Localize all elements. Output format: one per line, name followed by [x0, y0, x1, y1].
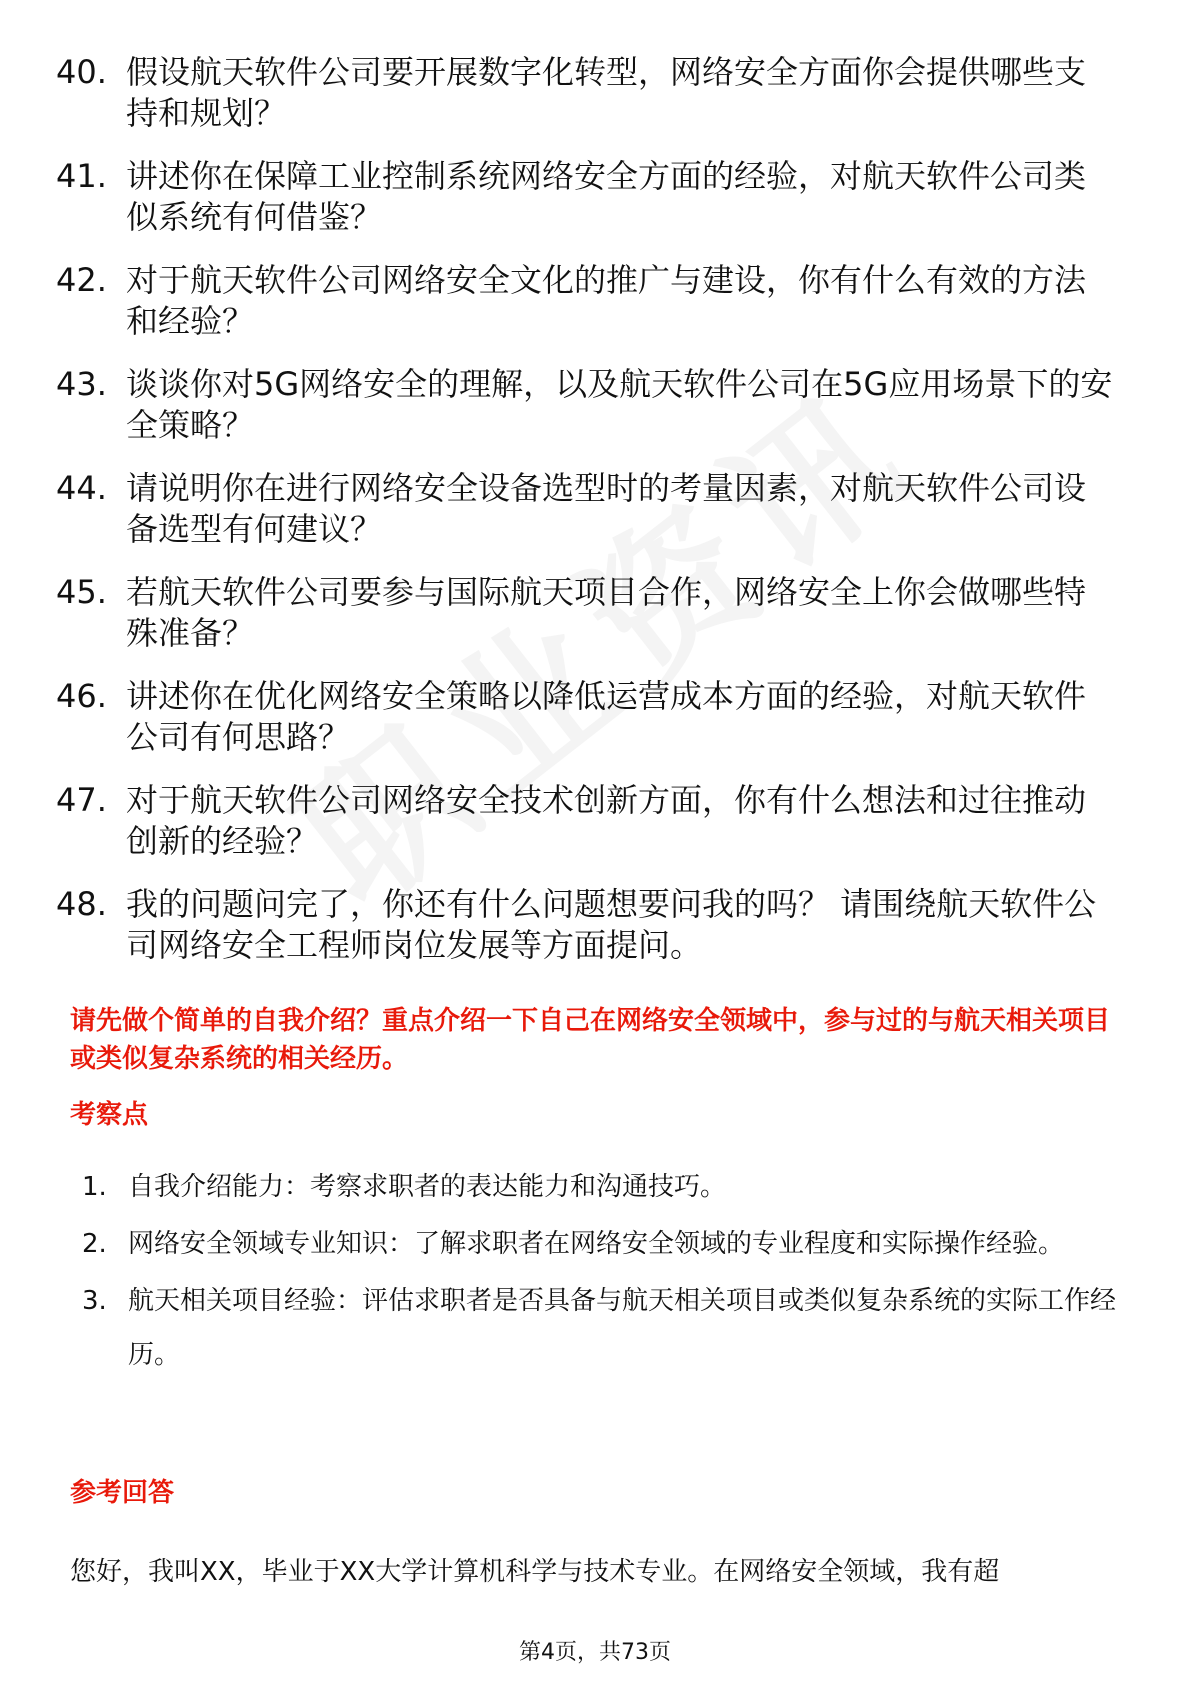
page-footer: 第4页，共73页 — [519, 1640, 671, 1665]
question-text: 若航天软件公司要参与国际航天项目合作，网络安全上你会做哪些特殊准备？ — [126, 573, 1087, 652]
question-text: 假设航天软件公司要开展数字化转型，网络安全方面你会提供哪些支持和规划？ — [126, 53, 1087, 132]
focus-list — [82, 1160, 1122, 1385]
question-item — [56, 156, 1116, 238]
question-number: 43. — [56, 365, 107, 403]
question-item — [56, 780, 1116, 862]
reference-heading: 参考回答 — [70, 1478, 175, 1508]
question-number: 44. — [56, 469, 107, 507]
question-number: 45. — [56, 573, 107, 611]
focus-number: 3. — [82, 1286, 107, 1316]
question-item — [56, 364, 1116, 446]
question-item — [56, 260, 1116, 342]
focus-text: 网络安全领域专业知识：了解求职者在网络安全领域的专业程度和实际操作经验。 — [128, 1229, 1065, 1259]
question-text: 对于航天软件公司网络安全技术创新方面，你有什么想法和过往推动创新的经验？ — [126, 781, 1087, 860]
reference-answer: 您好，我叫XX，毕业于XX大学计算机科学与技术专业。在网络安全领域，我有超 — [70, 1557, 1000, 1587]
question-item — [56, 468, 1116, 550]
question-item — [56, 676, 1116, 758]
question-number: 48. — [56, 885, 107, 923]
question-number: 41. — [56, 157, 107, 195]
question-number: 47. — [56, 781, 107, 819]
question-text: 谈谈你对5G网络安全的理解，以及航天软件公司在5G应用场景下的安全策略？ — [126, 365, 1113, 444]
question-number: 40. — [56, 53, 107, 91]
question-item — [56, 572, 1116, 654]
focus-heading: 考察点 — [70, 1100, 149, 1130]
question-text: 讲述你在保障工业控制系统网络安全方面的经验，对航天软件公司类似系统有何借鉴？ — [126, 157, 1087, 236]
question-item — [56, 52, 1116, 134]
question-text: 讲述你在优化网络安全策略以降低运营成本方面的经验，对航天软件公司有何思路？ — [126, 677, 1087, 756]
question-list — [56, 52, 1116, 988]
question-number: 42. — [56, 261, 107, 299]
focus-item — [82, 1274, 1122, 1382]
focus-number: 1. — [82, 1172, 107, 1202]
focus-item — [82, 1217, 1122, 1271]
question-text: 对于航天软件公司网络安全文化的推广与建设，你有什么有效的方法和经验？ — [126, 261, 1087, 340]
question-number: 46. — [56, 677, 107, 715]
focus-item — [82, 1160, 1122, 1214]
focus-number: 2. — [82, 1229, 107, 1259]
question-item — [56, 884, 1116, 966]
question-text: 我的问题问完了，你还有什么问题想要问我的吗？ 请围绕航天软件公司网络安全工程师岗位发展等方面提问。 — [126, 885, 1097, 964]
focus-text: 航天相关项目经验：评估求职者是否具备与航天相关项目或类似复杂系统的实际工作经历。 — [128, 1286, 1117, 1370]
highlight-question: 请先做个简单的自我介绍？重点介绍一下自己在网络安全领域中，参与过的与航天相关项目或类似复杂系统的相关经历。 — [70, 1006, 1111, 1074]
question-text: 请说明你在进行网络安全设备选型时的考量因素，对航天软件公司设备选型有何建议？ — [126, 469, 1087, 548]
focus-text: 自我介绍能力：考察求职者的表达能力和沟通技巧。 — [128, 1172, 727, 1202]
